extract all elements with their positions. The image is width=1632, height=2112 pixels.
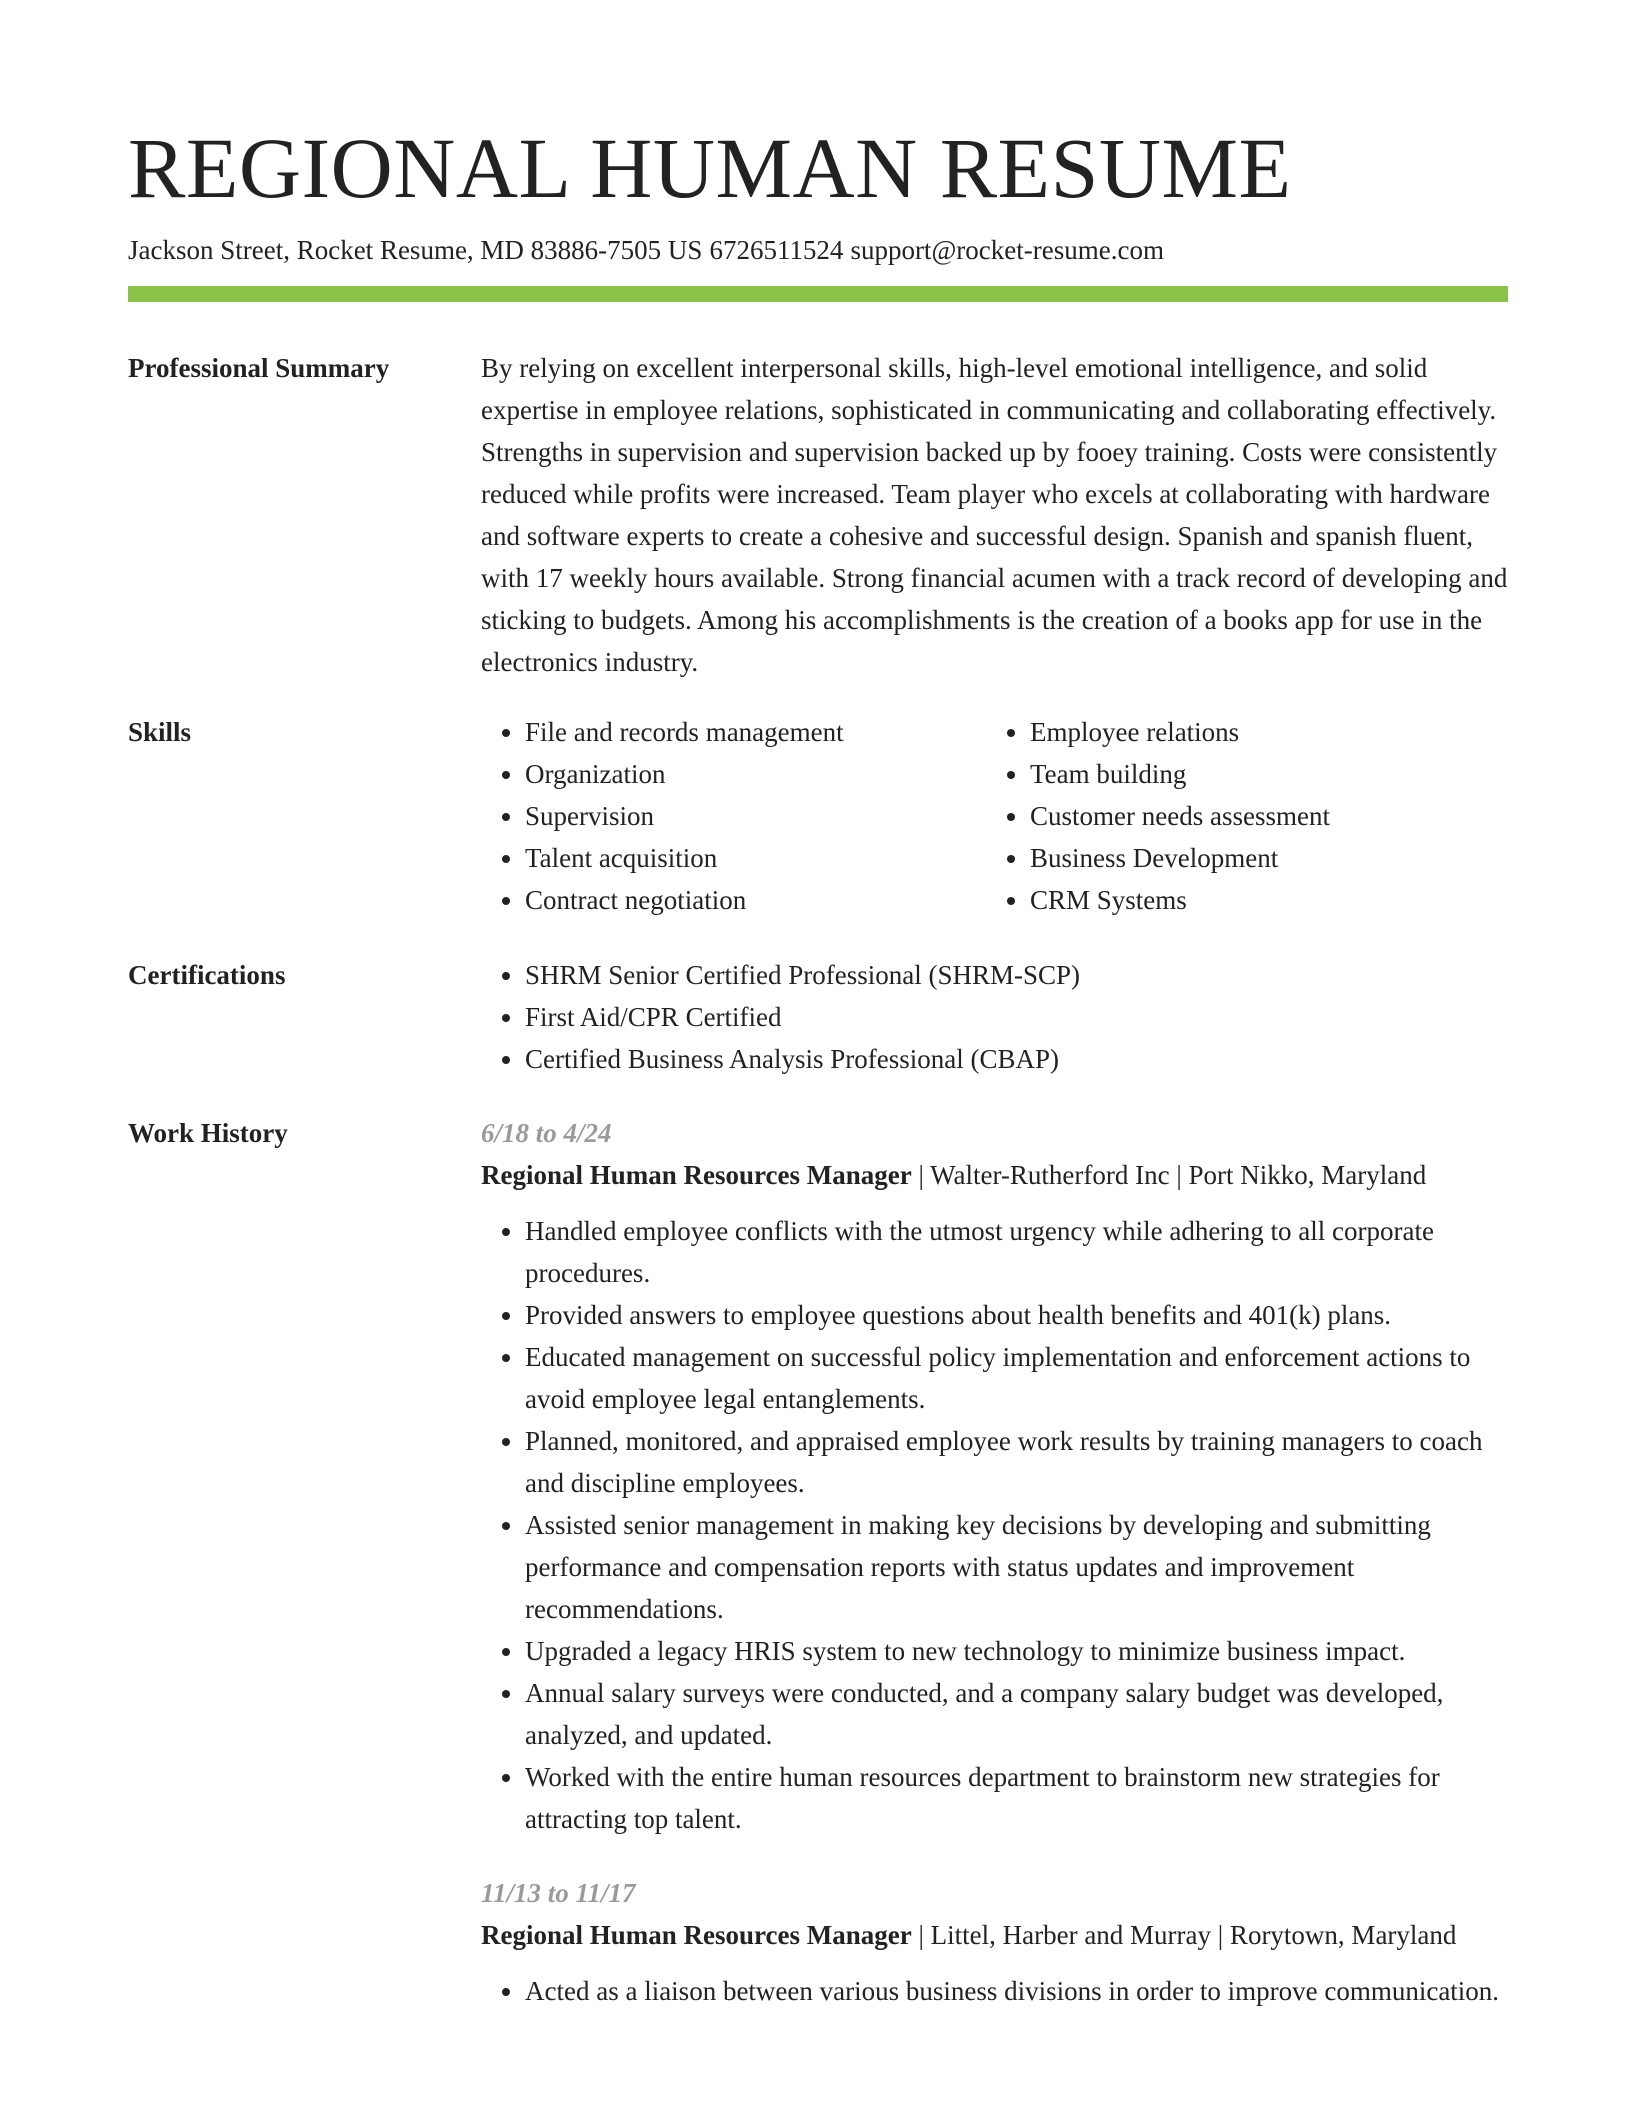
job-bullet: • Planned, monitored, and appraised employee work results by training managers to coach and discipline employees.	[525, 1420, 1508, 1504]
job-details: | Littel, Harber and Murray | Rorytown, Maryland	[911, 1920, 1457, 1950]
certifications-heading: Certifications	[128, 960, 286, 990]
job-bullets	[481, 1970, 1508, 2012]
job-bullet: • Handled employee conflicts with the utmost urgency while adhering to all corporate procedures.	[525, 1210, 1508, 1294]
job-bullet: • Acted as a liaison between various business divisions in order to improve communication.	[525, 1970, 1508, 2012]
skills-heading: Skills	[128, 717, 192, 747]
work-history-heading: Work History	[128, 1118, 288, 1148]
job-bullets	[481, 1210, 1508, 1840]
job-entry	[481, 1112, 1508, 1840]
certification-item: • First Aid/CPR Certified	[525, 996, 1508, 1038]
skill-item: • CRM Systems	[1030, 879, 1491, 921]
job-bullet: • Assisted senior management in making key decisions by developing and submitting performance and compensation reports with status updates and improvement recommendations.	[525, 1504, 1508, 1630]
skills-body	[481, 711, 1508, 921]
job-bullet: • Worked with the entire human resources department to brainstorm new strategies for attracting top talent.	[525, 1756, 1508, 1840]
job-heading	[481, 1154, 1508, 1196]
job-title: Regional Human Resources Manager	[481, 1160, 912, 1190]
job-entry	[481, 1872, 1508, 2012]
contact-email: support@rocket-resume.com	[850, 235, 1164, 265]
job-bullet: • Upgraded a legacy HRIS system to new technology to minimize business impact.	[525, 1630, 1508, 1672]
summary-heading: Professional Summary	[128, 353, 390, 383]
skill-item: • File and records management	[525, 711, 986, 753]
skill-item: • Contract negotiation	[525, 879, 986, 921]
certification-item: • SHRM Senior Certified Professional (SHRM-SCP)	[525, 954, 1508, 996]
skill-item: • Talent acquisition	[525, 837, 986, 879]
contact-line	[128, 229, 1164, 271]
job-dates: 11/13 to 11/17	[481, 1878, 636, 1908]
skill-item: • Supervision	[525, 795, 986, 837]
job-details: | Walter-Rutherford Inc | Port Nikko, Maryland	[911, 1160, 1427, 1190]
summary-text: By relying on excellent interpersonal skills, high-level emotional intelligence, and solid expertise in employee relations, sophisticated in communicating and collaborating effectively. Strengths in supervision and supervision backed up by fooey training. Costs were consistently reduced while profits were increased. Team player who excels at collaborating with hardware and software experts to create a cohesive and successful design. Spanish and spanish fluent, with 17 weekly hours available. Strong financial acumen with a track record of developing and sticking to budgets. Among his accomplishments is the creation of a books app for use in the electronics industry.	[481, 353, 1508, 677]
certification-item: • Certified Business Analysis Professional (CBAP)	[525, 1038, 1508, 1080]
contact-address: Jackson Street, Rocket Resume, MD 83886-7505 US	[128, 235, 703, 265]
skill-item: • Employee relations	[1030, 711, 1491, 753]
job-heading	[481, 1914, 1508, 1956]
job-bullet: • Provided answers to employee questions about health benefits and 401(k) plans.	[525, 1294, 1508, 1336]
contact-phone: 6726511524	[709, 235, 844, 265]
job-title: Regional Human Resources Manager	[481, 1920, 912, 1950]
certifications-body	[481, 954, 1508, 1080]
skill-item: • Business Development	[1030, 837, 1491, 879]
work-history-body	[481, 1112, 1508, 2012]
resume-name: REGIONAL HUMAN RESUME	[128, 120, 1292, 216]
skill-item: • Organization	[525, 753, 986, 795]
job-dates: 6/18 to 4/24	[481, 1118, 612, 1148]
summary-body	[481, 347, 1508, 683]
skill-item: • Team building	[1030, 753, 1491, 795]
skills-column-right	[986, 711, 1491, 921]
skills-column-left	[481, 711, 986, 921]
header-divider	[128, 286, 1508, 302]
job-bullet: • Annual salary surveys were conducted, and a company salary budget was developed, analyzed, and updated.	[525, 1672, 1508, 1756]
job-bullet: • Educated management on successful policy implementation and enforcement actions to avoid employee legal entanglements.	[525, 1336, 1508, 1420]
skill-item: • Customer needs assessment	[1030, 795, 1491, 837]
